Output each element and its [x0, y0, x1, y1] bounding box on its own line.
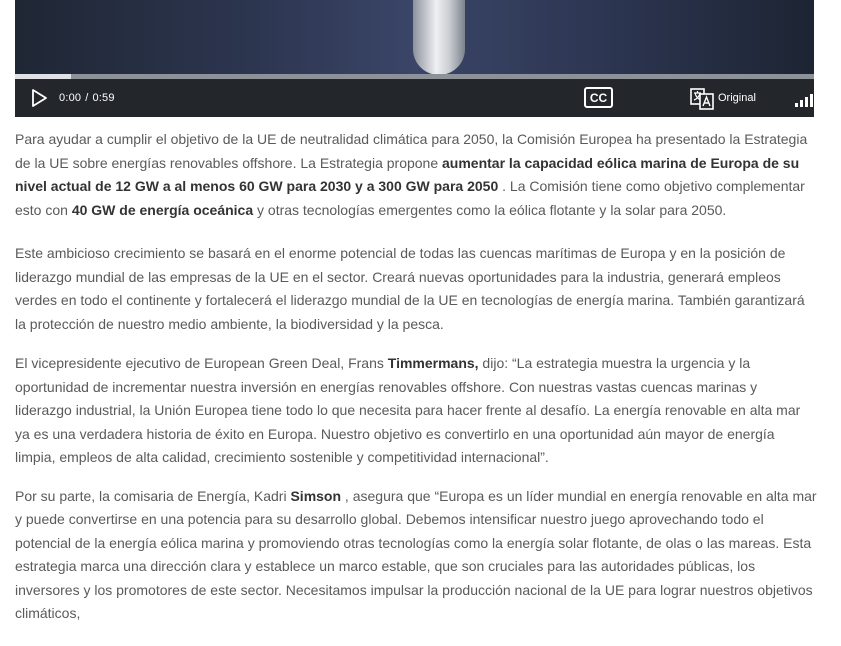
volume-bars-icon[interactable] [795, 93, 814, 107]
article-paragraph-1 [15, 128, 817, 222]
translate-icon[interactable] [690, 86, 714, 110]
closed-captions-icon[interactable] [584, 87, 613, 108]
paragraph-text: y otras tecnologías emergentes como la eólica flotante y la solar para 2050. [253, 201, 727, 218]
cc-label: CC [589, 91, 608, 105]
paragraph-text: El vicepresidente ejecutivo de European Green Deal, Frans [15, 355, 388, 371]
bold-text: Timmermans, [387, 355, 479, 371]
article-paragraph-2: Este ambicioso crecimiento se basará en el enorme potencial de todas las cuencas marítimas de Europa y en la posición de liderazgo mundial de las empresas de la UE en el sector. Creará nuevas oportunidades para la industria, generará empleos verdes en todo el continente y fortalecerá el liderazgo mundial de la UE en tecnologías de energía marina. También garantizará la protección de nuestro medio ambiente, la biodiversidad y la pesca. [15, 245, 805, 332]
time-separator: / [85, 92, 89, 104]
wind-turbine-tower-image [413, 0, 465, 75]
bold-text: 40 GW de energía oceánica [71, 201, 254, 218]
article-body [15, 128, 817, 646]
article-paragraph-4 [15, 485, 817, 626]
play-icon[interactable] [29, 88, 49, 108]
time-display [59, 92, 115, 104]
language-selector[interactable]: Original [718, 92, 756, 104]
article-paragraph-3 [15, 352, 817, 470]
paragraph-text: . La Comisión tiene como objetivo complementar esto con [15, 178, 805, 218]
paragraph-text: Por su parte, la comisaria de Energía, Kadri [15, 487, 291, 504]
paragraph-text: dijo: “La estrategia muestra la urgencia y la oportunidad de incrementar nuestra inversión en energías renovables offshore. Con nuestras vastas cuencas marinas y liderazgo industrial, la Unión Europea tiene todo lo que necesita para hacer frente al desafío. La energía renovable en alta mar ya es una verdadera historia de éxito en Europa. Nuestro objetivo es convertirlo en una oportunidad aún mayor de energía limpia, empleos de alta calidad, crecimiento sostenible y competitividad internacional”. [15, 355, 801, 465]
paragraph-text: , asegura que “Europa es un líder mundial en energía renovable en alta mar y puede convertirse en una potencia para su desarrollo global. Debemos intensificar nuestro juego aprovechando todo el potencial de la energía eólica marina y promoviendo otras tecnologías como la energía solar flotante, de olas o las mareas. Esta estrategia marca una dirección clara y establece un marco estable, que son cruciales para las autoridades públicas, los inversores y los promotores de este sector. Necesitamos impulsar la producción nacional de la UE para lograr nuestros objetivos climáticos, [15, 487, 817, 621]
duration: 0:59 [92, 92, 115, 104]
video-player[interactable] [15, 0, 814, 117]
paragraph-text: Para ayudar a cumplir el objetivo de la UE de neutralidad climática para 2050, la Comisión Europea ha presentado la Estrategia de la UE sobre energías renovables offshore. La Estrategia propone [15, 131, 808, 171]
bold-text: aumentar la capacidad eólica marina de Europa de su nivel actual de 12 GW a al menos 60 GW para 2030 y a 300 GW para 2050 [15, 154, 800, 194]
video-frame[interactable] [15, 0, 814, 75]
current-time: 0:00 [59, 92, 82, 104]
player-controls [15, 79, 814, 117]
bold-text: Simson [290, 487, 342, 504]
